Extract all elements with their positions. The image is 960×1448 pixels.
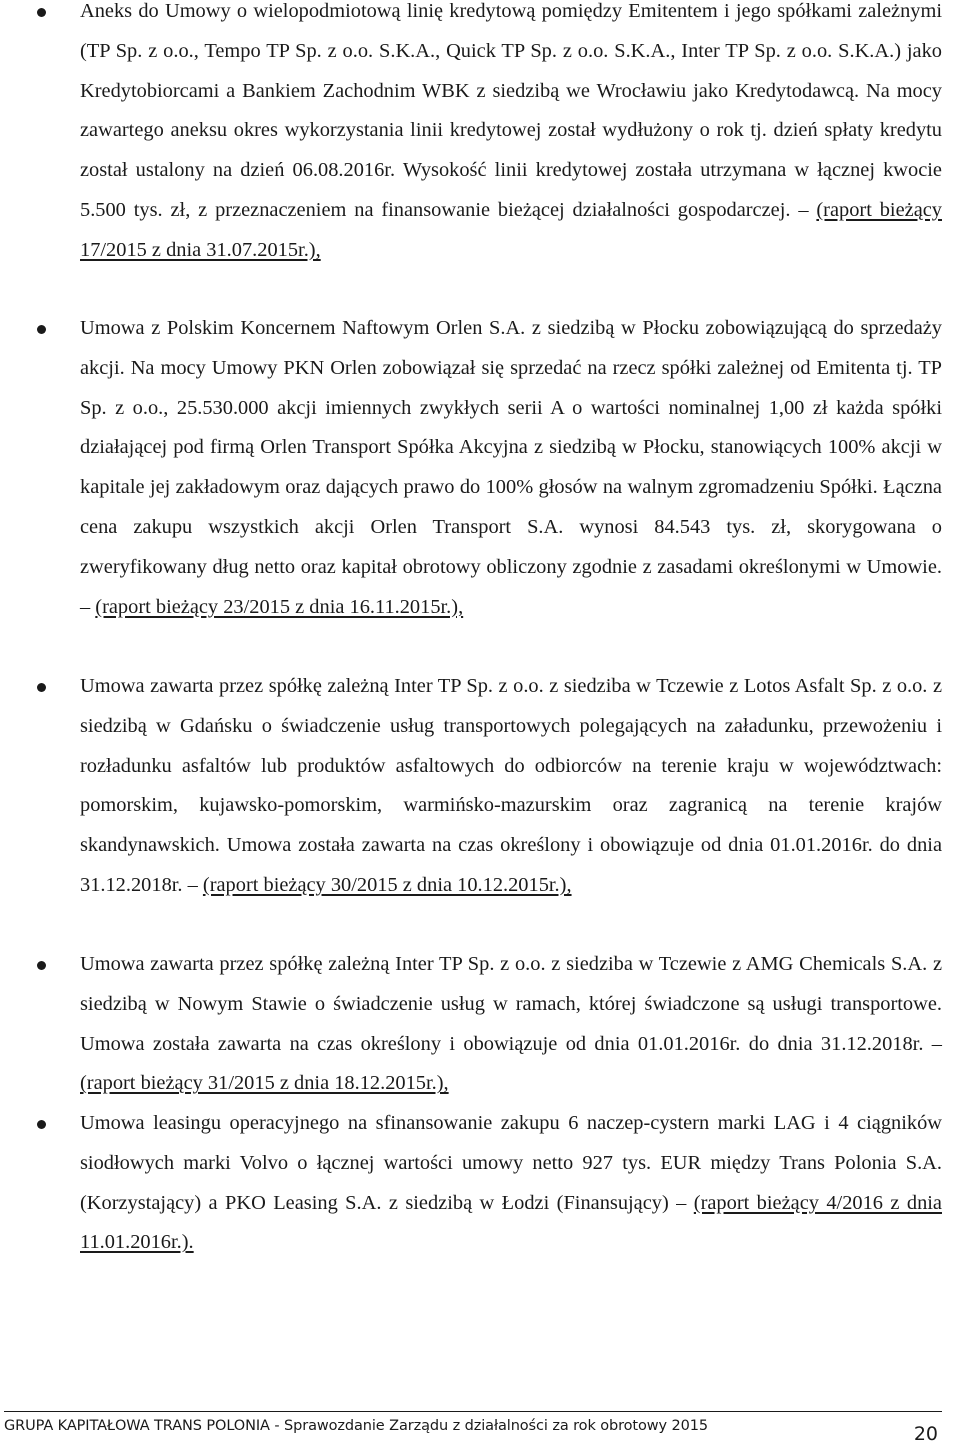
item-text: Umowa zawarta przez spółkę zależną Inter TP Sp. z o.o. z siedziba w Tczewie z Lotos Asfalt Sp. z o.o. z siedzibą w Gdańsku o świadczenie usług transportowych polegających na załadunku, przewożeniu i rozładunku asfaltów lub produktów asfaltowych do odbiorców na terenie kraju w województwach: pomorskim, kujawsko-pomorskim, warmińsko-mazurskim oraz zagranicą na terenie krajów skandynawskich. Umowa została zawarta na czas określony i obowiązuje od dnia 01.01.2016r. do dnia 31.12.2018r. –: [80, 675, 942, 896]
list-item-umowa-amg: [80, 945, 942, 1104]
list-item-umowa-orlen: [80, 309, 942, 627]
page-number: 20: [913, 1423, 938, 1445]
list-item-umowa-lotos: [80, 667, 942, 906]
report-reference: (raport bieżący 4/2016 z dnia 11.01.2016r.).: [80, 1191, 942, 1254]
bullet-icon: [37, 961, 46, 970]
bullet-icon: [37, 1120, 46, 1129]
footer-title: GRUPA KAPITAŁOWA TRANS POLONIA - Sprawozdanie Zarządu z działalności za rok obrotowy 2015: [4, 1418, 709, 1434]
report-reference: (raport bieżący 30/2015 z dnia 10.12.2015r.),: [202, 873, 572, 896]
bullet-icon: [37, 325, 46, 334]
report-reference: (raport bieżący 31/2015 z dnia 18.12.2015r.),: [80, 1072, 449, 1095]
report-reference: (raport bieżący 17/2015 z dnia 31.07.2015r.),: [80, 198, 942, 261]
item-text: Umowa leasingu operacyjnego na sfinansowanie zakupu 6 naczep-cystern marki LAG i 4 ciągników siodłowych marki Volvo o łącznej wartości umowy netto 927 tys. EUR między Trans Polonia S.A. (Korzystający) a PKO Leasing S.A. z siedzibą w Łodzi (Finansujący) –: [80, 1112, 942, 1214]
list-item-umowa-leasingu: [80, 1104, 942, 1263]
report-reference: (raport bieżący 23/2015 z dnia 16.11.2015r.),: [95, 595, 464, 618]
list-item-aneks-bzwbk: [80, 0, 942, 271]
bullet-icon: [37, 8, 46, 17]
item-text: Aneks do Umowy o wielopodmiotową linię kredytową pomiędzy Emitentem i jego spółkami zależnymi (TP Sp. z o.o., Tempo TP Sp. z o.o. S.K.A., Quick TP Sp. z o.o. S.K.A., Inter TP Sp. z o.o. S.K.A.) jako Kredytobiorcami a Bankiem Zachodnim WBK z siedzibą we Wrocławiu jako Kredytodawcą. Na mocy zawartego aneksu okres wykorzystania linii kredytowej został wydłużony o rok tj. dzień spłaty kredytu został ustalony na dzień 06.08.2016r. Wysokość linii kredytowej została utrzymana w łącznej kwocie 5.500 tys. zł, z przeznaczeniem na finansowanie bieżącej działalności gospodarczej. –: [80, 0, 942, 221]
item-text: Umowa z Polskim Koncernem Naftowym Orlen S.A. z siedzibą w Płocku zobowiązującą do sprzedaży akcji. Na mocy Umowy PKN Orlen zobowiązał się sprzedać na rzecz spółki zależnej od Emitenta tj. TP Sp. z o.o., 25.530.000 akcji imiennych zwykłych serii A o wartości nominalnej 1,00 zł każda spółki działającej pod firmą Orlen Transport Spółka Akcyjna z siedzibą w Płocku, stanowiących 100% akcji w kapitale jej zakładowym oraz dających prawo do 100% głosów na walnym zgromadzeniu Spółki. Łączna cena zakupu wszystkich akcji Orlen Transport S.A. wynosi 84.543 tys. zł, skorygowana o zweryfikowany dług netto oraz kapitał obrotowy obliczony zgodnie z zasadami określonymi w Umowie. –: [80, 317, 942, 618]
bullet-icon: [37, 683, 46, 692]
item-text: Umowa zawarta przez spółkę zależną Inter TP Sp. z o.o. z siedziba w Tczewie z AMG Chemicals S.A. z siedzibą w Nowym Stawie o świadczenie usług w ramach, której świadczone są usługi transportowe. Umowa została zawarta na czas określony i obowiązuje od dnia 01.01.2016r. do dnia 31.12.2018r. –: [80, 953, 942, 1055]
page-footer: [4, 1411, 942, 1445]
